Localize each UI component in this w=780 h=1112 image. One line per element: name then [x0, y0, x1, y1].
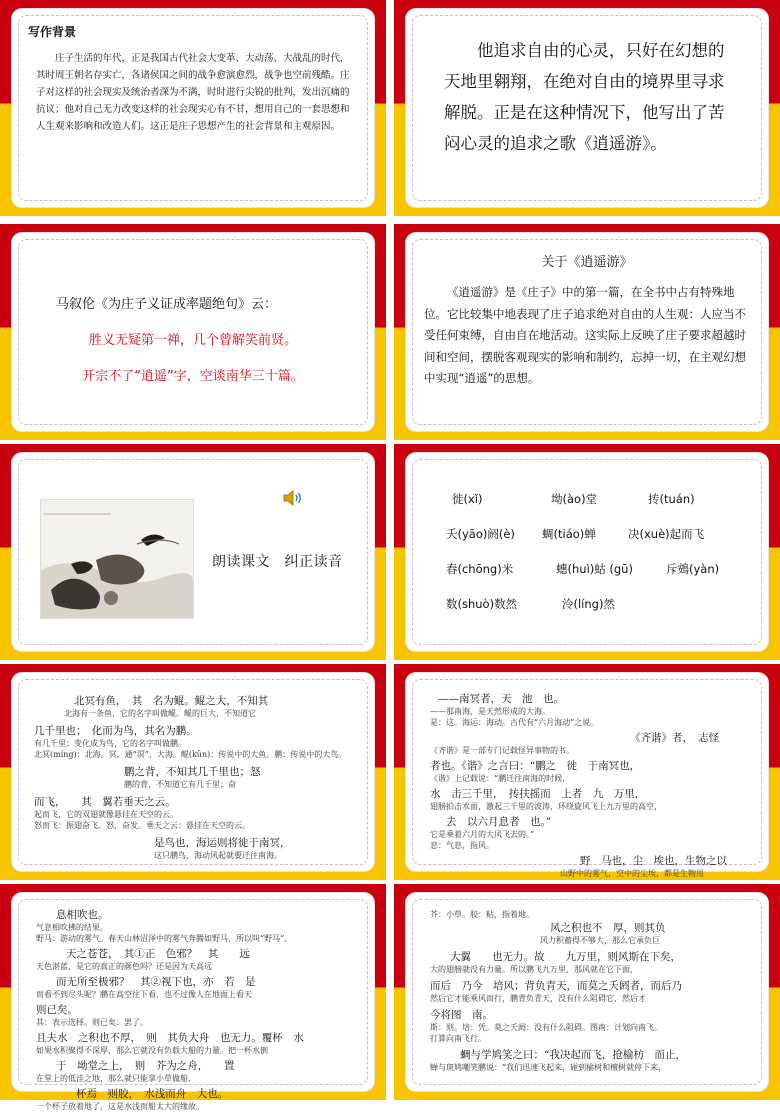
text-line: 野 马也，尘 埃也，生物之以	[580, 855, 727, 867]
annotation-note: 斯：则。培：凭。莫之夭阏：没有什么阻碍。图南：计划向南飞。	[430, 1023, 662, 1032]
poem-intro: 马叙伦《为庄子义证成率题绝句》云：	[56, 297, 278, 312]
slide-thumbnail-5[interactable]	[0, 444, 386, 660]
text-line: 《齐谐》者， 志怪	[630, 732, 720, 744]
slide-card	[12, 673, 374, 871]
slide-card	[12, 453, 374, 651]
pinyin-item: 徙(xǐ)	[452, 492, 483, 506]
painting-illustration	[41, 500, 193, 618]
translation-line: 鹏的背，不知道它有几千里；奋	[124, 780, 236, 789]
annotation-note: 芥：小草。胶：粘，指着地。	[430, 910, 534, 919]
pinyin-item: 蟪(huì)蛄 (gū)	[556, 562, 633, 576]
slide-paragraph: 庄子生活的年代，正是我国古代社会大变革、大动荡、大战乱的时代，其时周王朝名存实亡，各诸侯国之间的战争愈演愈烈，战争也空前残酷。庄子对这样的社会现实及统治者深为不满，时时进行尖锐的批判，发出沉痛的抗议；他对自己无力改变这样的社会现实心有不甘，想用自己的一套思想和人生观来影响和改造人们。这正是庄子思想产生的社会背景和主观原因。	[36, 53, 350, 132]
translation-line: 北海有一条鱼，它的名字叫做鲲。鲲的巨大，不知道它	[64, 709, 256, 718]
slide-card	[12, 893, 374, 1111]
text-line: 于 坳堂之上， 则 芥为之舟， 置	[56, 1060, 235, 1072]
translation-line: 打算向南飞行。	[430, 1034, 486, 1043]
annotation-note: 怒而飞：振翅奋飞。怒，奋发。垂天之云：悬挂在天空的云。	[34, 821, 250, 830]
text-line: 风之积也不 厚，则其负	[550, 922, 666, 934]
slide-card	[12, 233, 374, 431]
pinyin-item: 泠(líng)然	[562, 597, 615, 611]
annotation-note: 北冥(míng)：北海。冥，通“溟”，大海。鲲(kūn)：传说中的大鱼。鹏：传说中的大鸟。	[34, 750, 347, 759]
translation-line: 风力积蓄得不够大，那么它承负巨	[540, 936, 660, 945]
slide-title: 写作背景	[28, 25, 77, 39]
pinyin-item: 蜩(tiáo)蝉	[542, 527, 596, 541]
translation-line: 气息相吹拂的结果。	[36, 923, 108, 932]
text-line: 北冥有鱼， 其 名为鲲。鲲之大，不知其	[74, 695, 269, 707]
slide-paragraph: 他追求自由的心灵，只好在幻想的天地里翱翔，在绝对自由的境界里寻求解脱。正是在这种情况下，他写出了苦闷心灵的追求之歌《逍遥游》。	[444, 41, 725, 153]
slide-thumbnail-7[interactable]	[0, 664, 386, 880]
translation-line: 它是乘着六月的大风飞去的。”	[430, 830, 535, 839]
slide-thumbnail-10[interactable]	[394, 884, 780, 1100]
translation-line: 翅膀拍击水面，激起三千里的波涛，环绕旋风飞上九万里的高空，	[430, 802, 662, 811]
text-line: 天之苍苍， 其①正 色邪？ 其 远	[66, 948, 250, 960]
pinyin-item: 斥鴳(yàn)	[666, 562, 720, 576]
translation-line: ——那南海，是天然形成的大海。	[430, 707, 550, 716]
annotation-note: 息：气息，指风。	[430, 841, 494, 850]
slide-thumbnail-2[interactable]	[394, 0, 780, 216]
pinyin-item: 夭(yāo)阏(è)	[446, 527, 515, 541]
translation-line: 《齐谐》是一部专门记载怪异事物的书。	[430, 746, 574, 755]
text-line: 而后 乃今 培风；背负青天，而莫之夭阏者，而后乃	[430, 980, 682, 992]
text-line: 几千里也； 化而为鸟，其名为鹏。	[34, 725, 197, 737]
slide-card	[406, 453, 768, 651]
text-line: 则已矣。	[36, 1004, 78, 1016]
pinyin-item: 数(shuò)数然	[446, 597, 518, 611]
text-line: 者也。《谐》之言曰：“鹏之 徙 于南冥也，	[430, 760, 641, 772]
slide-thumbnail-4[interactable]	[394, 224, 780, 440]
pinyin-item: 抟(tuán)	[648, 492, 695, 506]
text-line: 去 以六月息者 也。”	[446, 816, 552, 828]
slide-thumbnail-3[interactable]	[0, 224, 386, 440]
slide-card	[406, 9, 768, 207]
translation-line: 起而飞，它的双翅就像悬挂在天空的云。	[34, 810, 178, 819]
text-line: ——南冥者，天 池 也。	[438, 693, 564, 705]
translation-line: 一个杯子放着地了，这是水浅而船太大的缘故。	[36, 1102, 204, 1111]
slide-caption: 朗读课文 纠正读音	[212, 554, 343, 570]
translation-line: 《谐》上记载说：“鹏迁往南海的时候，	[430, 774, 571, 783]
translation-line: 蝉与斑鸠嘲笑鹏说：“我们迅速飞起来，碰到榆树和檀树就停下来，	[430, 1063, 667, 1072]
annotation-note: 其：表示选择。则已矣：罢了。	[36, 1018, 148, 1027]
ink-painting-image	[40, 499, 194, 619]
text-line: 息相吹也。	[56, 909, 109, 921]
text-line: 大翼 也无力。故 九万里，则风斯在下矣，	[450, 951, 681, 963]
translation-line: 而看不到尽头呢？鹏在高空往下看，也不过像人在地面上看天	[36, 990, 252, 999]
slide-card	[406, 893, 768, 1091]
text-line: 且夫水 之积也不厚， 则 其负大舟 也无力。覆杯 水	[36, 1032, 304, 1044]
annotation-note: 是：这。海运：海动。古代有“六月海动”之说。	[430, 718, 599, 727]
translation-line: 山野中的雾气，空中的尘埃，都是生物用	[560, 869, 704, 878]
text-line: 是鸟也，海运则将徙于南冥，	[154, 837, 291, 849]
slide-title: 关于《逍遥游》	[541, 255, 633, 270]
poem-line-2: 开宗不了“逍遥”字，空谈南华三十篇。	[82, 369, 304, 384]
text-line: 蜩与学鸠笑之曰：“我决起而飞，抢榆枋 而止，	[460, 1049, 686, 1061]
text-line: 杯焉 则胶， 水浅而舟 大也。	[76, 1088, 229, 1100]
slide-card	[406, 233, 768, 431]
pinyin-item: 舂(chōng)米	[446, 562, 514, 576]
text-line: 今将图 南。	[430, 1009, 493, 1021]
text-line: 而无所至极邪？ 其②视下也，亦 若 是	[56, 976, 256, 988]
translation-line: 天色湛蓝，是它的真正的颜色吗？还是因为天高远	[36, 962, 212, 971]
poem-line-1: 胜义无疑第一禅，几个曾解笑前贤。	[88, 333, 297, 348]
slide-paragraph: 《逍遥游》是《庄子》中的第一篇，在全书中占有特殊地位。它比较集中地表现了庄子追求绝对自由的人生观：人应当不受任何束缚，自由自在地活动。这实际上反映了庄子要求超越时间和空间，摆脱客观现实的影响和制约，忘掉一切，在主观幻想中实现“逍遥”的思想。	[424, 285, 746, 385]
slide-thumbnail-9[interactable]	[0, 884, 386, 1111]
translation-line: 大的翅膀就没有力量。所以鹏飞九万里，那风就在它下面，	[430, 965, 638, 974]
pinyin-item: 决(xuè)起而飞	[628, 527, 705, 541]
text-line: 而飞， 其 翼若垂天之云。	[34, 796, 176, 808]
slide-thumbnail-6[interactable]	[394, 444, 780, 660]
translation-line: 如果水积聚得不深厚，那么它就没有负载大船的力量。把一杯水倒	[36, 1046, 268, 1055]
text-line: 水 击三千里， 抟扶摇而 上者 九 万里，	[430, 788, 646, 800]
speaker-icon[interactable]	[282, 489, 304, 507]
translation-line: 有几千里；变化成为鸟，它的名字叫做鹏。	[34, 739, 186, 748]
translation-line: 在堂上的低洼之地，那么就只能拿小草做船，	[36, 1074, 196, 1083]
translation-line: 然后它才能乘风而行，鹏背负青天，没有什么阻碍它，然后才	[430, 994, 646, 1003]
translation-line: 这只鹏鸟，海动风起就要迁往南海。	[154, 851, 282, 860]
text-line: 鹏之背，不知其几千里也；怒	[124, 766, 261, 778]
slide-thumbnail-8[interactable]	[394, 664, 780, 880]
slide-thumbnail-1[interactable]	[0, 0, 386, 216]
slide-card	[12, 9, 374, 207]
slide-card	[406, 673, 768, 878]
annotation-note: 野马：游动的雾气。春天山林沼泽中的雾气奔腾如野马，所以叫“野马”。	[36, 934, 293, 943]
pinyin-item: 坳(ào)堂	[551, 492, 598, 506]
